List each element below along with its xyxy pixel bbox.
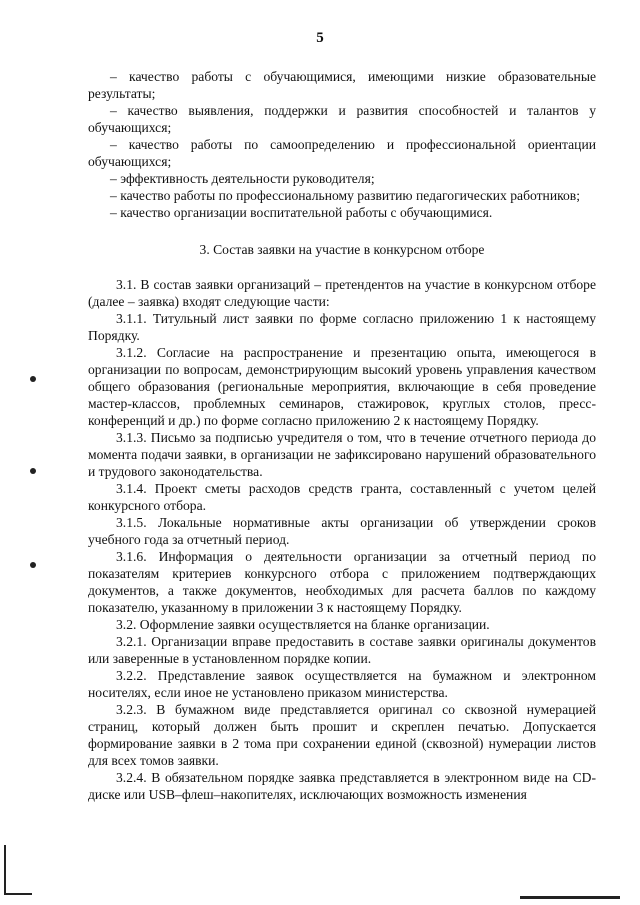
document-body xyxy=(88,68,596,803)
page-number: 5 xyxy=(316,30,324,46)
paragraph: 3.1.1. Титульный лист заявки по форме согласно приложению 1 к настоящему Порядку. xyxy=(88,311,596,343)
scan-hole-mark xyxy=(30,468,36,474)
paragraph: 3.2.2. Представление заявок осуществляется на бумажном и электронном носителях, если иное не установлено приказом министерства. xyxy=(88,668,596,700)
paragraph: 3.1.3. Письмо за подписью учредителя о том, что в течение отчетного периода до момента подачи заявки, в организации не зафиксировано нарушений образовательного и трудового законодательства. xyxy=(88,430,596,479)
bullet-item: – качество работы с обучающимися, имеющими низкие образовательные результаты; xyxy=(88,69,596,101)
paragraph: 3.1. В состав заявки организаций – претендентов на участие в конкурсном отборе (далее – заявка) входят следующие части: xyxy=(88,277,596,309)
paragraph: 3.2.4. В обязательном порядке заявка представляется в электронном виде на CD-диске или USB–флеш–накопителях, исключающих возможность изменения xyxy=(88,770,596,802)
paragraph: 3.1.5. Локальные нормативные акты организации об утверждении сроков учебного года за отчетный период. xyxy=(88,515,596,547)
scan-edge-line xyxy=(4,893,32,895)
paragraph: 3.1.6. Информация о деятельности организации за отчетный период по показателям критериев конкурсного отбора с приложением подтверждающих документов, а также документов, необходимых для расчета баллов по каждому показателю, указанному в приложении 3 к настоящему Порядку. xyxy=(88,549,596,615)
bullet-item: – эффективность деятельности руководителя; xyxy=(110,171,375,186)
scan-edge-line xyxy=(520,896,620,899)
bullet-item: – качество работы по самоопределению и профессиональной ориентации обучающихся; xyxy=(88,137,596,169)
scan-edge-line xyxy=(4,845,6,895)
scan-hole-mark xyxy=(30,376,36,382)
paragraph: 3.1.2. Согласие на распространение и презентацию опыта, имеющегося в организации по вопросам, демонстрирующим высокий уровень управления качеством общего образования (региональные мероприятия, включающие в себя проведение мастер-классов, проблемных семинаров, стажировок, круглых столов, пресс-конференций и др.) по форме согласно приложению 2 к настоящему Порядку. xyxy=(88,345,596,428)
paragraph: 3.1.4. Проект сметы расходов средств гранта, составленный с учетом целей конкурсного отбора. xyxy=(88,481,596,513)
paragraph: 3.2.1. Организации вправе предоставить в составе заявки оригиналы документов или заверенные в установленном порядке копии. xyxy=(88,634,596,666)
section-heading: 3. Состав заявки на участие в конкурсном отборе xyxy=(199,242,485,257)
paragraph: 3.2. Оформление заявки осуществляется на бланке организации. xyxy=(116,617,490,632)
paragraph: 3.2.3. В бумажном виде представляется оригинал со сквозной нумерацией страниц, который должен быть прошит и скреплен печатью. Допускается формирование заявки в 2 тома при сохранении единой (сквозной) нумерации листов для всех томов заявки. xyxy=(88,702,596,768)
bullet-item: – качество работы по профессиональному развитию педагогических работников; xyxy=(110,188,581,203)
bullet-item: – качество организации воспитательной работы с обучающимися. xyxy=(110,205,493,220)
scan-hole-mark xyxy=(30,562,36,568)
bullet-item: – качество выявления, поддержки и развития способностей и талантов у обучающихся; xyxy=(88,103,596,135)
